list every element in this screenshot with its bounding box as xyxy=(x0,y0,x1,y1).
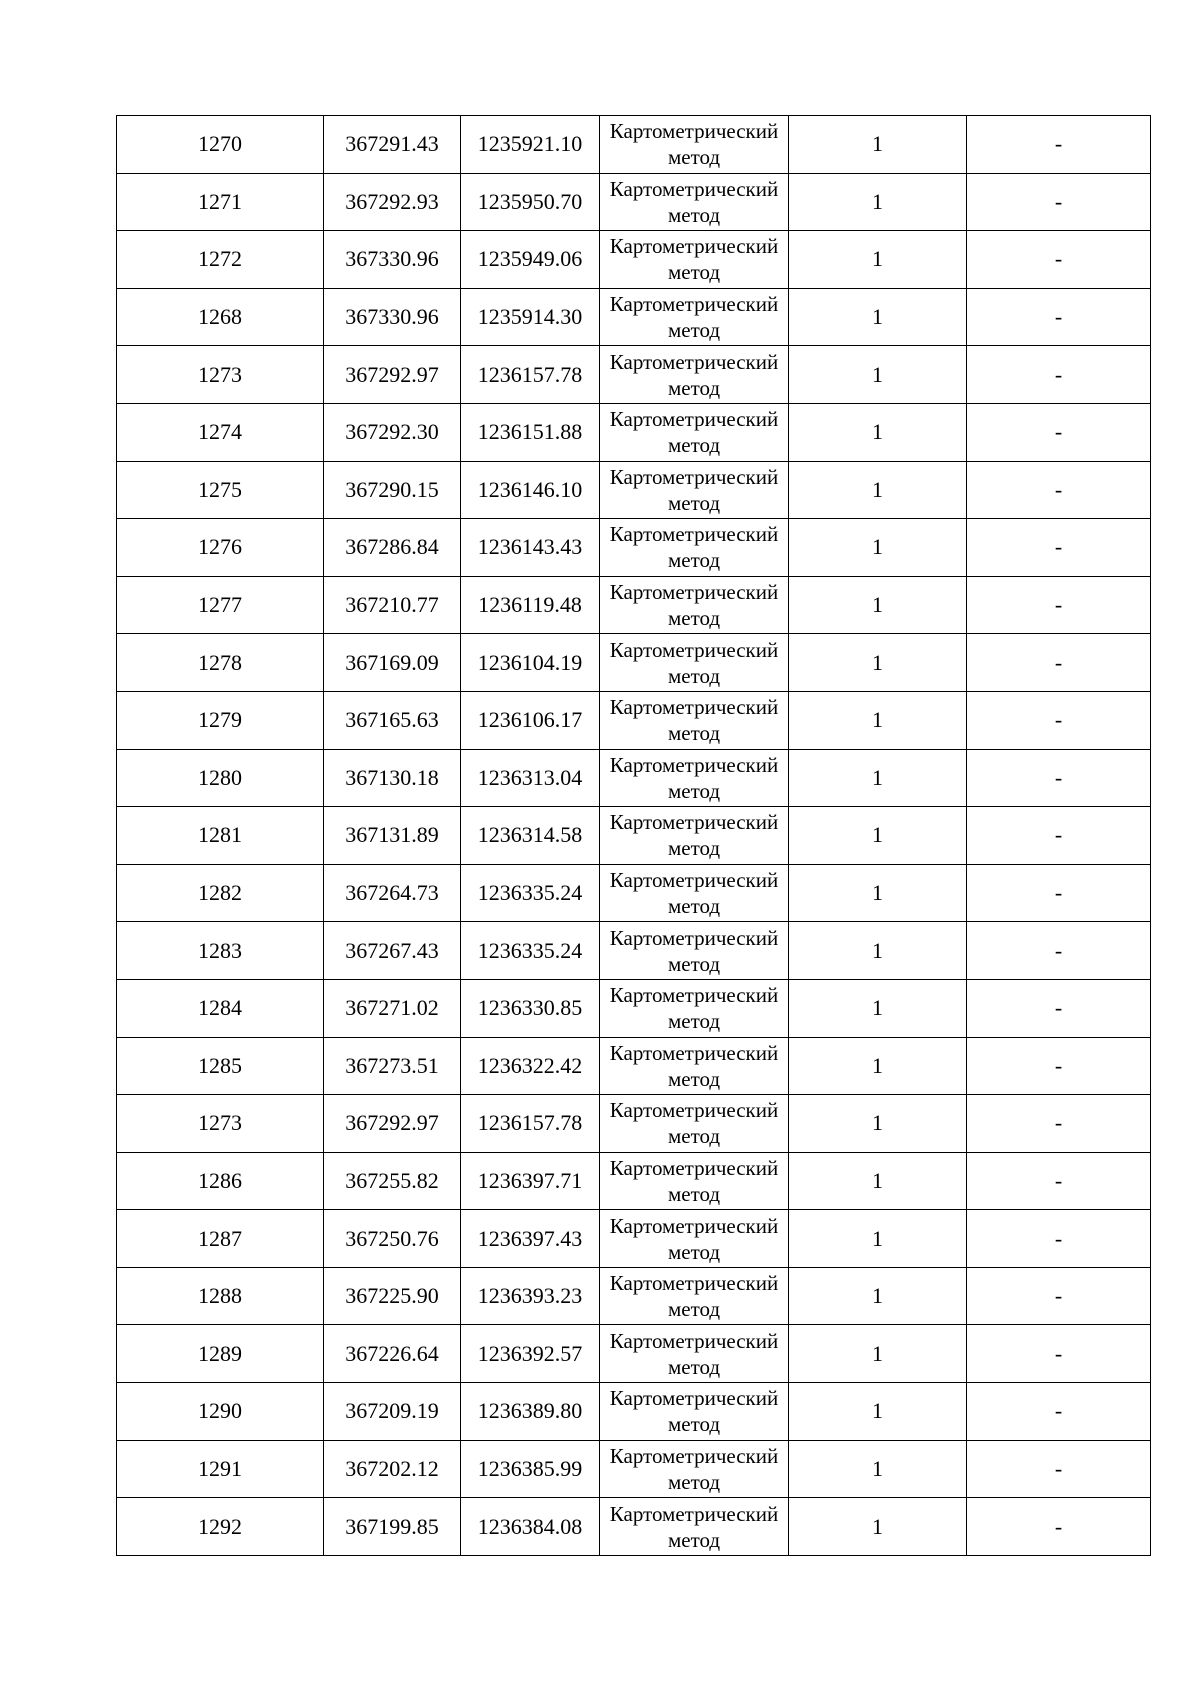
method-cell: Картометрический метод xyxy=(600,749,789,807)
table-row xyxy=(117,979,1151,1037)
method-cell: Картометрический метод xyxy=(600,173,789,231)
accuracy-cell: 1 xyxy=(789,461,967,519)
method-cell: Картометрический метод xyxy=(600,231,789,289)
description-cell: - xyxy=(967,1383,1151,1441)
accuracy-cell: 1 xyxy=(789,231,967,289)
y-coordinate-cell: 1236389.80 xyxy=(461,1383,600,1441)
accuracy-cell: 1 xyxy=(789,1267,967,1325)
table-row xyxy=(117,346,1151,404)
point-number-cell: 1271 xyxy=(117,173,324,231)
accuracy-cell: 1 xyxy=(789,576,967,634)
x-coordinate-cell: 367264.73 xyxy=(324,864,461,922)
x-coordinate-cell: 367330.96 xyxy=(324,288,461,346)
table-row xyxy=(117,1152,1151,1210)
method-cell: Картометрический метод xyxy=(600,922,789,980)
y-coordinate-cell: 1236397.43 xyxy=(461,1210,600,1268)
method-cell: Картометрический метод xyxy=(600,979,789,1037)
accuracy-cell: 1 xyxy=(789,288,967,346)
x-coordinate-cell: 367199.85 xyxy=(324,1498,461,1556)
method-cell: Картометрический метод xyxy=(600,1440,789,1498)
x-coordinate-cell: 367292.30 xyxy=(324,403,461,461)
point-number-cell: 1275 xyxy=(117,461,324,519)
point-number-cell: 1288 xyxy=(117,1267,324,1325)
x-coordinate-cell: 367255.82 xyxy=(324,1152,461,1210)
description-cell: - xyxy=(967,288,1151,346)
description-cell: - xyxy=(967,403,1151,461)
description-cell: - xyxy=(967,519,1151,577)
description-cell: - xyxy=(967,1267,1151,1325)
accuracy-cell: 1 xyxy=(789,864,967,922)
x-coordinate-cell: 367271.02 xyxy=(324,979,461,1037)
table-row xyxy=(117,231,1151,289)
y-coordinate-cell: 1236330.85 xyxy=(461,979,600,1037)
method-cell: Картометрический метод xyxy=(600,1095,789,1153)
x-coordinate-cell: 367169.09 xyxy=(324,634,461,692)
y-coordinate-cell: 1236143.43 xyxy=(461,519,600,577)
point-number-cell: 1270 xyxy=(117,116,324,174)
method-cell: Картометрический метод xyxy=(600,1383,789,1441)
description-cell: - xyxy=(967,346,1151,404)
method-cell: Картометрический метод xyxy=(600,346,789,404)
x-coordinate-cell: 367290.15 xyxy=(324,461,461,519)
accuracy-cell: 1 xyxy=(789,807,967,865)
point-number-cell: 1291 xyxy=(117,1440,324,1498)
table-row xyxy=(117,461,1151,519)
table-row xyxy=(117,807,1151,865)
table-row xyxy=(117,1095,1151,1153)
method-cell: Картометрический метод xyxy=(600,864,789,922)
table-row xyxy=(117,173,1151,231)
accuracy-cell: 1 xyxy=(789,749,967,807)
x-coordinate-cell: 367291.43 xyxy=(324,116,461,174)
table-row xyxy=(117,864,1151,922)
table-row xyxy=(117,691,1151,749)
method-cell: Картометрический метод xyxy=(600,634,789,692)
x-coordinate-cell: 367273.51 xyxy=(324,1037,461,1095)
y-coordinate-cell: 1236106.17 xyxy=(461,691,600,749)
y-coordinate-cell: 1236384.08 xyxy=(461,1498,600,1556)
method-cell: Картометрический метод xyxy=(600,1210,789,1268)
description-cell: - xyxy=(967,922,1151,980)
description-cell: - xyxy=(967,749,1151,807)
method-cell: Картометрический метод xyxy=(600,1267,789,1325)
table-row xyxy=(117,1498,1151,1556)
accuracy-cell: 1 xyxy=(789,1498,967,1556)
description-cell: - xyxy=(967,1152,1151,1210)
y-coordinate-cell: 1236335.24 xyxy=(461,922,600,980)
point-number-cell: 1287 xyxy=(117,1210,324,1268)
y-coordinate-cell: 1236157.78 xyxy=(461,1095,600,1153)
table-row xyxy=(117,922,1151,980)
point-number-cell: 1273 xyxy=(117,346,324,404)
table-row xyxy=(117,519,1151,577)
method-cell: Картометрический метод xyxy=(600,288,789,346)
y-coordinate-cell: 1236335.24 xyxy=(461,864,600,922)
point-number-cell: 1279 xyxy=(117,691,324,749)
table-row xyxy=(117,1325,1151,1383)
description-cell: - xyxy=(967,1095,1151,1153)
description-cell: - xyxy=(967,864,1151,922)
point-number-cell: 1289 xyxy=(117,1325,324,1383)
point-number-cell: 1281 xyxy=(117,807,324,865)
y-coordinate-cell: 1236313.04 xyxy=(461,749,600,807)
description-cell: - xyxy=(967,1037,1151,1095)
table-row xyxy=(117,403,1151,461)
accuracy-cell: 1 xyxy=(789,1152,967,1210)
method-cell: Картометрический метод xyxy=(600,461,789,519)
accuracy-cell: 1 xyxy=(789,922,967,980)
x-coordinate-cell: 367202.12 xyxy=(324,1440,461,1498)
coordinates-table xyxy=(116,115,1151,1556)
point-number-cell: 1268 xyxy=(117,288,324,346)
description-cell: - xyxy=(967,1440,1151,1498)
point-number-cell: 1278 xyxy=(117,634,324,692)
y-coordinate-cell: 1235950.70 xyxy=(461,173,600,231)
point-number-cell: 1284 xyxy=(117,979,324,1037)
x-coordinate-cell: 367130.18 xyxy=(324,749,461,807)
accuracy-cell: 1 xyxy=(789,173,967,231)
point-number-cell: 1277 xyxy=(117,576,324,634)
accuracy-cell: 1 xyxy=(789,1210,967,1268)
accuracy-cell: 1 xyxy=(789,1440,967,1498)
x-coordinate-cell: 367225.90 xyxy=(324,1267,461,1325)
method-cell: Картометрический метод xyxy=(600,576,789,634)
description-cell: - xyxy=(967,1325,1151,1383)
y-coordinate-cell: 1235949.06 xyxy=(461,231,600,289)
accuracy-cell: 1 xyxy=(789,1383,967,1441)
y-coordinate-cell: 1235914.30 xyxy=(461,288,600,346)
accuracy-cell: 1 xyxy=(789,116,967,174)
x-coordinate-cell: 367292.97 xyxy=(324,1095,461,1153)
y-coordinate-cell: 1236322.42 xyxy=(461,1037,600,1095)
point-number-cell: 1285 xyxy=(117,1037,324,1095)
y-coordinate-cell: 1236392.57 xyxy=(461,1325,600,1383)
point-number-cell: 1276 xyxy=(117,519,324,577)
x-coordinate-cell: 367209.19 xyxy=(324,1383,461,1441)
x-coordinate-cell: 367226.64 xyxy=(324,1325,461,1383)
accuracy-cell: 1 xyxy=(789,691,967,749)
description-cell: - xyxy=(967,1210,1151,1268)
description-cell: - xyxy=(967,461,1151,519)
accuracy-cell: 1 xyxy=(789,1037,967,1095)
y-coordinate-cell: 1236151.88 xyxy=(461,403,600,461)
method-cell: Картометрический метод xyxy=(600,1037,789,1095)
description-cell: - xyxy=(967,691,1151,749)
y-coordinate-cell: 1236385.99 xyxy=(461,1440,600,1498)
method-cell: Картометрический метод xyxy=(600,1498,789,1556)
y-coordinate-cell: 1236119.48 xyxy=(461,576,600,634)
coordinates-table-body xyxy=(117,116,1151,1556)
point-number-cell: 1274 xyxy=(117,403,324,461)
table-row xyxy=(117,1037,1151,1095)
table-row xyxy=(117,1267,1151,1325)
point-number-cell: 1280 xyxy=(117,749,324,807)
table-row xyxy=(117,1440,1151,1498)
x-coordinate-cell: 367286.84 xyxy=(324,519,461,577)
point-number-cell: 1292 xyxy=(117,1498,324,1556)
table-row xyxy=(117,288,1151,346)
point-number-cell: 1272 xyxy=(117,231,324,289)
x-coordinate-cell: 367292.93 xyxy=(324,173,461,231)
x-coordinate-cell: 367210.77 xyxy=(324,576,461,634)
point-number-cell: 1283 xyxy=(117,922,324,980)
table-row xyxy=(117,116,1151,174)
description-cell: - xyxy=(967,1498,1151,1556)
description-cell: - xyxy=(967,173,1151,231)
method-cell: Картометрический метод xyxy=(600,116,789,174)
point-number-cell: 1286 xyxy=(117,1152,324,1210)
accuracy-cell: 1 xyxy=(789,1325,967,1383)
accuracy-cell: 1 xyxy=(789,519,967,577)
table-row xyxy=(117,1383,1151,1441)
description-cell: - xyxy=(967,979,1151,1037)
x-coordinate-cell: 367131.89 xyxy=(324,807,461,865)
description-cell: - xyxy=(967,116,1151,174)
method-cell: Картометрический метод xyxy=(600,519,789,577)
point-number-cell: 1290 xyxy=(117,1383,324,1441)
table-row xyxy=(117,749,1151,807)
table-row xyxy=(117,634,1151,692)
x-coordinate-cell: 367292.97 xyxy=(324,346,461,404)
method-cell: Картометрический метод xyxy=(600,691,789,749)
method-cell: Картометрический метод xyxy=(600,1152,789,1210)
description-cell: - xyxy=(967,231,1151,289)
y-coordinate-cell: 1236157.78 xyxy=(461,346,600,404)
accuracy-cell: 1 xyxy=(789,346,967,404)
accuracy-cell: 1 xyxy=(789,634,967,692)
x-coordinate-cell: 367330.96 xyxy=(324,231,461,289)
description-cell: - xyxy=(967,576,1151,634)
x-coordinate-cell: 367267.43 xyxy=(324,922,461,980)
accuracy-cell: 1 xyxy=(789,403,967,461)
description-cell: - xyxy=(967,807,1151,865)
point-number-cell: 1282 xyxy=(117,864,324,922)
y-coordinate-cell: 1236146.10 xyxy=(461,461,600,519)
y-coordinate-cell: 1236104.19 xyxy=(461,634,600,692)
method-cell: Картометрический метод xyxy=(600,807,789,865)
x-coordinate-cell: 367165.63 xyxy=(324,691,461,749)
accuracy-cell: 1 xyxy=(789,979,967,1037)
y-coordinate-cell: 1236393.23 xyxy=(461,1267,600,1325)
y-coordinate-cell: 1235921.10 xyxy=(461,116,600,174)
method-cell: Картометрический метод xyxy=(600,403,789,461)
point-number-cell: 1273 xyxy=(117,1095,324,1153)
table-row xyxy=(117,576,1151,634)
method-cell: Картометрический метод xyxy=(600,1325,789,1383)
y-coordinate-cell: 1236314.58 xyxy=(461,807,600,865)
accuracy-cell: 1 xyxy=(789,1095,967,1153)
x-coordinate-cell: 367250.76 xyxy=(324,1210,461,1268)
y-coordinate-cell: 1236397.71 xyxy=(461,1152,600,1210)
description-cell: - xyxy=(967,634,1151,692)
table-row xyxy=(117,1210,1151,1268)
